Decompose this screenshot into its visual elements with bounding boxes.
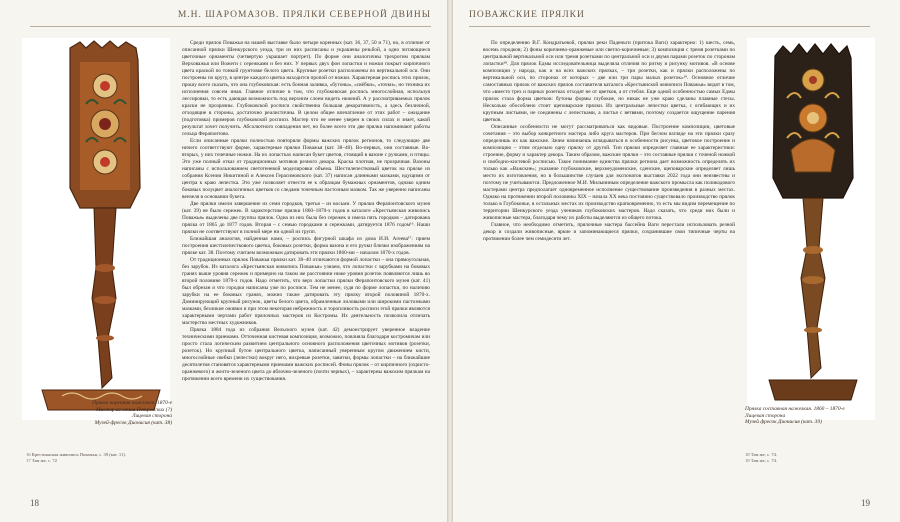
- body-text-right: [483, 40, 735, 474]
- paragraph: Если описанные прялки полностью повторяли формы важских прялок регионов, то следующие две ничего соответствуют форме, характерные прялки Поважья (кат. 38–40). Во-первых, они составные. Во-вторых, у них точечные ножки. На их лопастках написан букет цветов, стоящий в вазоне с ручками, и птицы. Это уже полный отказ от традиционных мотивов резного декора. Краска плотная, не прозрачная. Вазоны написаны с использованием светотеневой моделировки объема. Шестилепестковый цветок на прялке из собрания Ксении Никитиной и Алексея Герасимовского (кат. 37) написан длинными мазками, идущими от центра к краю лепестка. Это уже позволяет отнести ее к образцам бумажных орнаментов, однако одним боковых полуцвет аналогичных цветков со следами точечным пастозным мазком. Так же уверенно написаны вензеля в основании букета.: [182, 138, 430, 200]
- right-page: [453, 0, 900, 522]
- caption-line: Прялка составная нажелкая. 1860 – 1870-е: [745, 406, 845, 412]
- footnote-text: Там же, с. 74.: [750, 452, 778, 457]
- paragraph: Описанные особенности не могут рассматриваться как видовые. Построение композиции, цветовые сочетания – это выбор конкретного мастера либо круга мастеров. При беглом взгляде на эти прялки сразу определишь их как важские. Зачем начинаешь вглядываться в особенности рисунка, цветовое построение и композицию – этим отдельно одну прялку от другой. Тип прялки определяет главные ее характеристики: строение, форму и характер декора. Таким образом, важские прялки – это составные прялки с точеной ножкой и свободно-кистевой росписью. Такое понимание единства прялки региона дает возможность определять их только как «Важские»; указание глубоковские, верхнеудоменские, сденские, щеповарские определяет лишь место их изготовления, но в большинстве случаев для экспонатов выставки 2022 года они неизвестны и поэтому не учитываются. Предложенное М.И. Милыниным определение важского промысла как поликодового мастерами центра предполагает одновременное исполнение существование произведения в разных местах. Однако на протяжении второй половины XIX – начала XX века постоянно существовало производство прялок только в Глубоконье, в остальных местах их производство кратковременно, то есть мы видим перемещение по территории Шенкурского уезда учеников глубоковских мастеров. Надо сказать, что среди них были и живописные мастера, благодаря чему их работы выделяются из общего потока.: [483, 124, 735, 221]
- paragraph: От традиционных прялок Поважья прялки кат. 38–40 отличаются формой лопастки – она прямоугольная, без зарубок. Из каталога «Крестьянская живопись Поважья» узнаем, что лопастки с зарубками на боковых гранях выше уровня сережек и примерно на таком же расстоянии ниже уровня розеток появляются лишь во второй половине 1870-х годов. Надо отметить, что верх лопастки прялки Ферапонтовского музея (кат. 41) был обрезан и что городки написаны уже по росписи. Тем не менее, судя по форме лопастки, по наличию зарубки на ее боковых гранях, можно также датировать эту прялку второй половиной 1870-х. Доминирующий крупный рисунок, цветы белого цвета, обрамленные лиловыми или широкими пастозными мазками, безликие оживки и при этом некоторая небрежность и торопливость росписи этой прялки являются характерными чертами работ прялочных мастеров из Костромы. Их деятельность позволила отличать мастерство местных художников.: [182, 257, 430, 326]
- spindle-photo-right: [747, 38, 875, 420]
- caption-line: Музей фресок Дионисия (кат. 39): [745, 419, 822, 426]
- left-page: [0, 0, 447, 522]
- photo-caption-right: [745, 406, 871, 426]
- footnote-number: 18: [745, 452, 750, 457]
- footnote: [26, 458, 176, 464]
- footnotes-left: [26, 452, 176, 464]
- paragraph: Прялка 1884 года из собрания Вельского музея (кат. 42) демонстрирует уверенное владение техническими приемами. Отточенная кистевая композиция, возможно, повлияла благодаря костромичам или просто стала логическим развитием центрального основного расположения цветочных мотивов (розетки, розеток). Но крупный бутон центрального цветка, написанный уверенным кругом движением кисти, многослойные свебки (лепестки) вокруг него, вихревые розетки, завитки, формы лопастки – на ближайшие десятилетия становятся характерными приемами важских росписей. Фоны прялок – от кирпичного (охристо-оранжевого) и желто-зеленого цвета до яблочно-зеленого (почти черных), – характерны важским прялкам на протяжении всего времени их существования.: [182, 327, 430, 382]
- distaff-base-right: [769, 380, 857, 400]
- footnote-text: Крестьянская живопись Поважья, с. 39 (кат. 11).: [31, 452, 126, 457]
- page-number-right: 19: [861, 498, 870, 508]
- paragraph: Ближайшая аналогия, найденная нами, – роспись фигурной шкафа из дома И.И. Агеева¹⁷: прием построения шестилепесткового цветка, боковых розетки, форма вазона и его ручки близки изображениям на прялке кат. 38. Поэтому считаем возможным датировать эти прялки 1860-ми – началом 1870-х годов.: [182, 236, 430, 256]
- distaff-blade-right: [773, 44, 853, 198]
- footnote-number: 19: [745, 458, 750, 463]
- paragraph: Главное, что необходимо отметить, прялочные мастера бассейна Ваги перестали использовать резной декор и создали живописные, яркие и запоминающиеся прялки, сохранившие свои типичные черты на протяжении более чем семидесяти лет.: [483, 222, 735, 242]
- caption-line: Мастер из семьи Петровских (?): [96, 406, 172, 413]
- paragraph: Среди прялок Поважья на нашей выставке было четыре коренных (кат. 36, 37, 50 и 71), но, в отличие от описанной прялки Шенкурского уезда, три из них расписаны и украшены резьбой, а одно читающиеся цветочные орнаменты (четвертую украшает портрет). По форме они аналогичны трехрогим прялкам Верховажья или Вожеги с сережками и без них. У первых двух фон лопастки и ножки покрыт кирпичного цвета краской по тонкой грунтовке белого цвета. Крупные розетки расположены по вертикальной оси. Они построены по кругу, в центре каждого цветка находится пропой от ножки. Характерная роспись этих прялок, прошу всего сказать, что она глубоковская: есть бонная заливка, «бутоны», «свёбки», «точки», но техника их исполнения совсем иная. Главное отличие в том, что глубоковская роспись многослойная, используя лессировки, то есть дающая возможность под верхним слоем видеть нижний. А у рассматриваемых прялок краски не прозрачны. Глубоковской росписи свойственна большая декоративность, а здесь безличной, отходящие в стороны, достаточно реалистичны. В целом общее впечатление от этих работ – ожидание (подготовка) примеров глубоковской росписи. Мастер что не менее уверен в своих силах и знает, какой результат хочет получить. Абсолютного совпадения нет, но более всего эти две прялки напоминают работы сельца Ферапонтово.: [182, 40, 430, 137]
- paragraph: По определению В.Г. Кондратьевой, прялки реки Паденьги (притока Ваги) характерно: 1) шесть, семь, восемь городков; 2) фоны коричнево-оранжевые или светло-коричневые; 3) композиция с тремя розетками по центральной вертикальной оси или тремя розетками по центральной оси и двумя парами розеток по сторонам лопастки¹⁸. Для прялок Едмы исследовательница выделяла отличия по ритму и рисунку мотивов. «В основе композиции у народа, как и на всех важских прялках, – три розетки, как и прялки расположены по вертикальной оси, по сторонах от которых – две или три пары малых розеток»¹⁹. Основное отличие самоставных прялок от важских прялок составителя каталога «Крестьянской живописи Поважья» видят в том, что «вместо трех и парных розетках отходят не от цветков, а от стебля. Еще одной особенностью самых Едмы прялок стала форма цветков: бутоны формы глубокие, но никак не уже краю сделаны плавные стесы. Несколько обособлено стоит щеповарские прялки. Их центральные лепестки цветка, с огибающих и их крупным листьями, не соединены с лепестками, а листья с ветвями, поэтому создается ощущение парения цветков.: [483, 40, 735, 123]
- running-header-left: М.Н. ШАРОМАЗОВ. ПРЯЛКИ СЕВЕРНОЙ ДВИНЫ: [30, 10, 431, 27]
- footnote-number: 16: [26, 452, 31, 457]
- body-text-left: [182, 40, 430, 474]
- footnote-text: Там же, с. 72: [31, 458, 57, 463]
- footnote-number: 17: [26, 458, 31, 463]
- footnote: [745, 458, 871, 464]
- caption-line: Лицевая сторона: [745, 412, 786, 419]
- footnote-text: Там же, с. 74.: [750, 458, 778, 463]
- page-number-left: 18: [30, 498, 39, 508]
- spindle-photo-left: [22, 38, 170, 420]
- caption-line: Лицевая сторона: [131, 413, 172, 420]
- photo-caption-left: [60, 400, 172, 426]
- footnotes-right: [745, 452, 871, 464]
- caption-line: Прялка коренная нажелкая. 1870-е: [92, 400, 172, 406]
- running-header-right: ПОВАЖСКИЕ ПРЯЛКИ: [469, 10, 870, 27]
- caption-line: Музей-фресок Дионисия (кат. 38): [94, 419, 172, 426]
- distaff-blade-left: [70, 41, 140, 208]
- paragraph: Две прялки имели завершение из семи городков, третья – из восьми. У прялки Ферапонтовского музея (кат. 39) не было сережек. В характерстике прялки 1860–1870-х годов в каталоге «Крестьянская живопись Поважья» выделены две группы прялок. Одна из них была без сережек и имела пять городков – датирована прялка от 1865 до 1877 годов. Вторая – с семью городками и сережками, датируется 1876 годом¹⁶. Наши прялки не соответствуют в полной мере ни одной из групп.: [182, 201, 430, 235]
